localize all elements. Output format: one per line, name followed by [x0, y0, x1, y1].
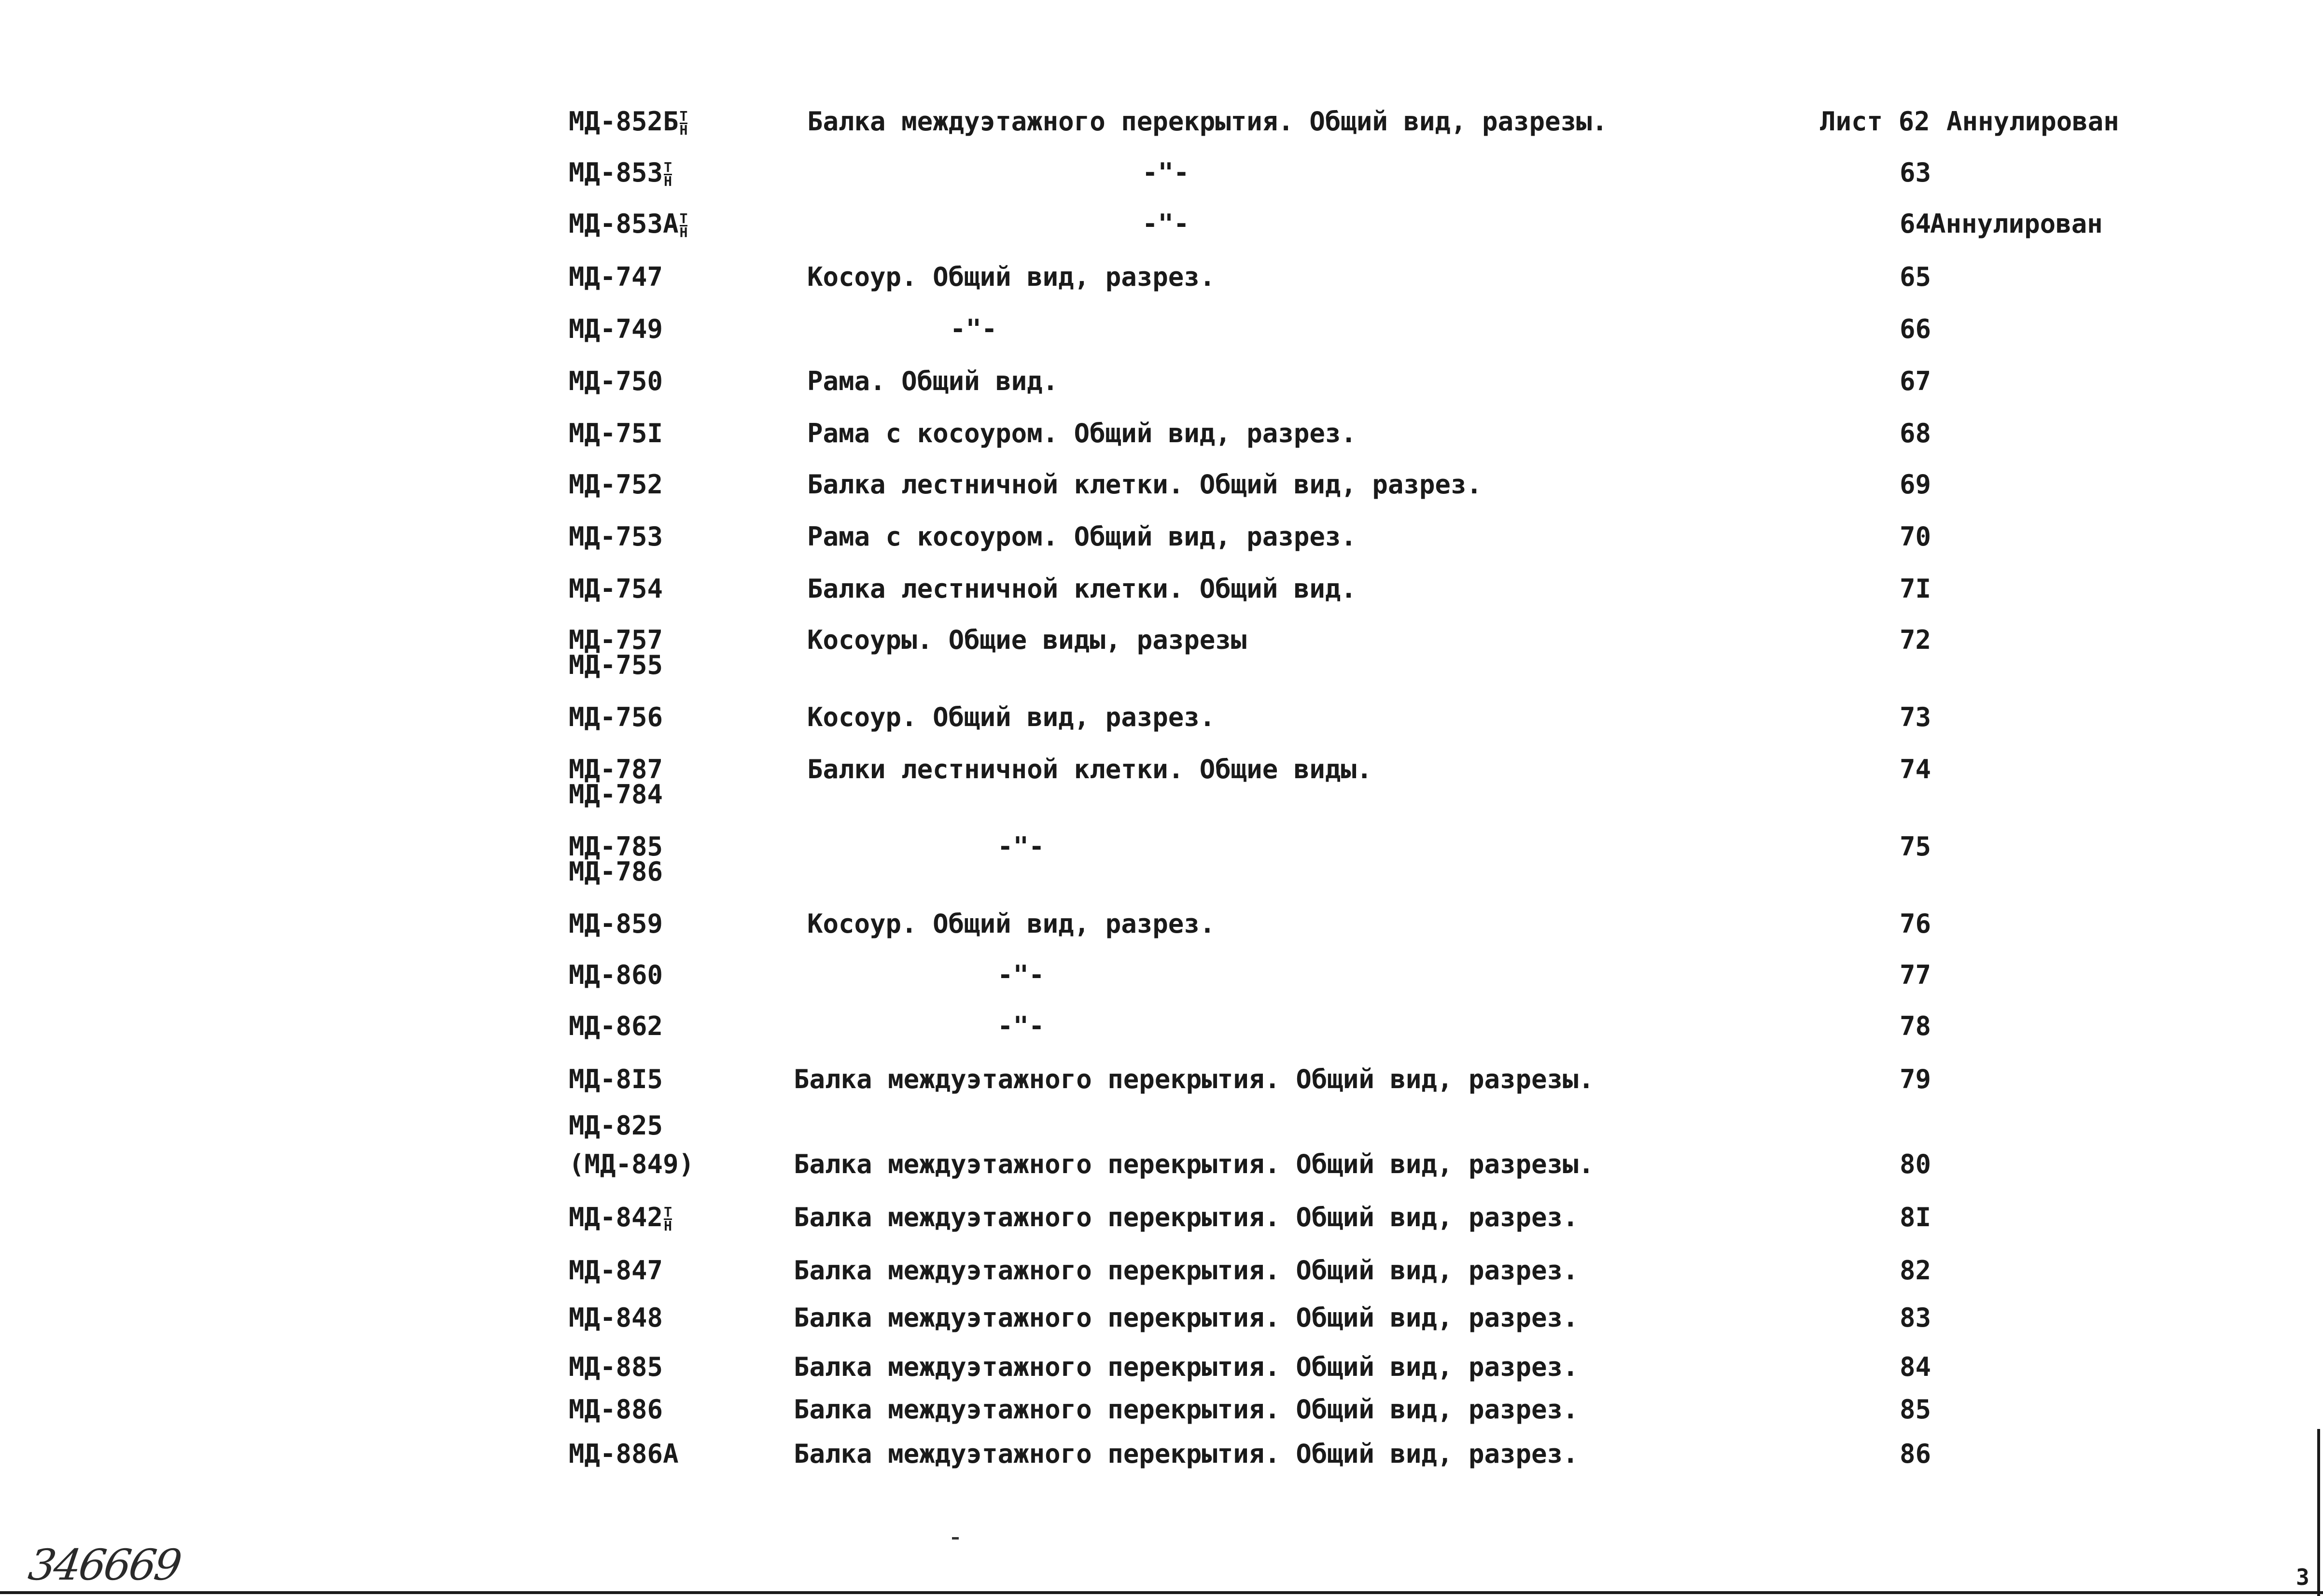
drawing-code: МД-862 — [569, 1011, 663, 1041]
sheet-number: 65 — [1900, 262, 1931, 292]
sheet-number: 75 — [1900, 831, 1931, 862]
list-item — [0, 522, 2323, 571]
sheet-number: 67 — [1900, 366, 1931, 396]
list-item — [0, 1303, 2323, 1352]
drawing-code: МД-8I5 — [569, 1064, 663, 1094]
sheet-number: 7I — [1900, 574, 1931, 604]
sheet-number: 80 — [1900, 1149, 1931, 1179]
sheet-number: Лист 62 — [1820, 106, 1930, 137]
drawing-code: МД-825 — [569, 1110, 663, 1141]
sheet-number: 70 — [1900, 521, 1931, 552]
frame-border-bottom — [0, 1591, 2323, 1594]
drawing-code: МД-852Б $\frac{Т}{Н}$ — [569, 106, 688, 138]
list-item — [0, 755, 2323, 823]
handwritten-number: 346669 — [25, 1540, 183, 1590]
drawing-description: Балки лестничной клетки. Общие виды. — [807, 754, 1372, 784]
sheet-number: 73 — [1900, 702, 1931, 732]
list-item — [0, 1012, 2323, 1060]
drawing-code: МД-853 $\frac{Т}{Н}$ — [569, 157, 672, 189]
drawing-code: МД-886 — [569, 1394, 663, 1425]
list-item — [0, 574, 2323, 623]
drawing-description: Рама с косоуром. Общий вид, разрез. — [807, 521, 1357, 552]
list-item — [0, 1150, 2323, 1198]
list-item — [0, 1440, 2323, 1488]
drawing-code: МД-752 — [569, 469, 663, 500]
ditto-mark: -"- — [950, 314, 997, 344]
list-item — [0, 210, 2323, 258]
drawing-code-secondary: МД-786 — [569, 856, 663, 887]
sheet-number: 63 — [1900, 157, 1931, 188]
drawing-code: МД-756 — [569, 702, 663, 732]
ditto-mark: -"- — [1142, 157, 1189, 188]
list-item — [0, 263, 2323, 311]
list-item — [0, 1353, 2323, 1401]
drawing-description: Косоур. Общий вид, разрез. — [807, 702, 1216, 732]
drawing-code: МД-754 — [569, 574, 663, 604]
ditto-mark: -"- — [997, 831, 1045, 862]
stray-mark — [952, 1537, 959, 1540]
sheet-number: 68 — [1900, 418, 1931, 448]
fraction-mark: $\frac{Т}{Н}$ — [679, 108, 688, 138]
sheet-number: 77 — [1900, 960, 1931, 990]
sheet-number: 64 — [1900, 209, 1931, 239]
drawing-code: МД-785 — [569, 831, 663, 862]
list-item — [0, 1203, 2323, 1251]
list-item — [0, 1065, 2323, 1113]
drawing-description: Балка лестничной клетки. Общий вид. — [807, 574, 1357, 604]
list-item — [0, 1256, 2323, 1304]
drawing-description: Балка междуэтажного перекрытия. Общий вид, разрезы. — [794, 1064, 1595, 1094]
drawing-code: МД-848 — [569, 1302, 663, 1333]
fraction-mark: $\frac{Т}{Н}$ — [664, 1204, 672, 1234]
list-item — [0, 158, 2323, 207]
drawing-description: Косоур. Общий вид, разрез. — [807, 909, 1216, 939]
list-item — [0, 470, 2323, 518]
drawing-description: Балка междуэтажного перекрытия. Общий вид, разрезы. — [794, 1149, 1595, 1179]
list-item — [0, 961, 2323, 1009]
drawing-code: МД-853А $\frac{Т}{Н}$ — [569, 209, 688, 240]
sheet-number: 85 — [1900, 1394, 1931, 1425]
drawing-description: Косоуры. Общие виды, разрезы — [807, 625, 1247, 655]
list-item — [0, 367, 2323, 415]
sheet-number: 74 — [1900, 754, 1931, 784]
drawing-description: Балка лестничной клетки. Общий вид, разрез. — [807, 469, 1482, 500]
drawing-description: Рама с косоуром. Общий вид, разрез. — [807, 418, 1357, 448]
drawing-code: МД-842 $\frac{Т}{Н}$ — [569, 1202, 672, 1234]
drawing-code: МД-787 — [569, 754, 663, 784]
status-note: Аннулирован — [1930, 209, 2103, 239]
drawing-code: МД-753 — [569, 521, 663, 552]
sheet-number: 86 — [1900, 1439, 1931, 1469]
sheet-number: 72 — [1900, 625, 1931, 655]
drawing-description: Балка междуэтажного перекрытия. Общий вид, разрез. — [794, 1302, 1579, 1333]
drawing-description: Балка междуэтажного перекрытия. Общий вид, разрез. — [794, 1394, 1579, 1425]
list-item — [0, 703, 2323, 751]
drawing-code: МД-886А — [569, 1439, 679, 1469]
ditto-mark: -"- — [1142, 209, 1189, 239]
ditto-mark: -"- — [997, 960, 1045, 990]
list-item — [0, 626, 2323, 693]
fraction-mark: $\frac{Т}{Н}$ — [664, 159, 672, 189]
drawing-code: МД-750 — [569, 366, 663, 396]
list-item — [0, 315, 2323, 363]
list-item — [0, 107, 2323, 155]
list-item — [0, 419, 2323, 467]
sheet-number: 76 — [1900, 909, 1931, 939]
page-number: 3 — [2296, 1564, 2309, 1590]
drawing-description: Балка междуэтажного перекрытия. Общий вид, разрез. — [794, 1352, 1579, 1382]
drawing-description: Рама. Общий вид. — [807, 366, 1059, 396]
drawing-code: МД-749 — [569, 314, 663, 344]
drawing-code: МД-860 — [569, 960, 663, 990]
sheet-number: 66 — [1900, 314, 1931, 344]
drawing-code-secondary: МД-755 — [569, 650, 663, 680]
list-item — [0, 832, 2323, 900]
ditto-mark: -"- — [997, 1011, 1045, 1041]
drawing-code-secondary: МД-784 — [569, 779, 663, 810]
status-note: Аннулирован — [1946, 106, 2119, 137]
fraction-mark: $\frac{Т}{Н}$ — [679, 210, 688, 240]
drawing-description: Балка междуэтажного перекрытия. Общий вид, разрез. — [794, 1255, 1579, 1286]
drawing-code: МД-847 — [569, 1255, 663, 1286]
sheet-number: 8I — [1900, 1202, 1931, 1232]
drawing-code: МД-859 — [569, 909, 663, 939]
drawing-code: МД-757 — [569, 625, 663, 655]
frame-border-right — [2317, 1429, 2320, 1596]
sheet-number: 84 — [1900, 1352, 1931, 1382]
drawing-code: МД-885 — [569, 1352, 663, 1382]
sheet-number: 83 — [1900, 1302, 1931, 1333]
drawing-code: МД-75I — [569, 418, 663, 448]
drawing-description: Косоур. Общий вид, разрез. — [807, 262, 1216, 292]
sheet-number: 69 — [1900, 469, 1931, 500]
drawing-description: Балка междуэтажного перекрытия. Общий вид, разрезы. — [807, 106, 1608, 137]
sheet-number: 82 — [1900, 1255, 1931, 1286]
list-item — [0, 1395, 2323, 1443]
drawing-description: Балка междуэтажного перекрытия. Общий вид, разрез. — [794, 1202, 1579, 1232]
drawing-code: (МД-849) — [569, 1149, 695, 1179]
drawing-description: Балка междуэтажного перекрытия. Общий вид, разрез. — [794, 1439, 1579, 1469]
sheet-number: 78 — [1900, 1011, 1931, 1041]
list-item — [0, 910, 2323, 958]
sheet-number: 79 — [1900, 1064, 1931, 1094]
drawing-code: МД-747 — [569, 262, 663, 292]
